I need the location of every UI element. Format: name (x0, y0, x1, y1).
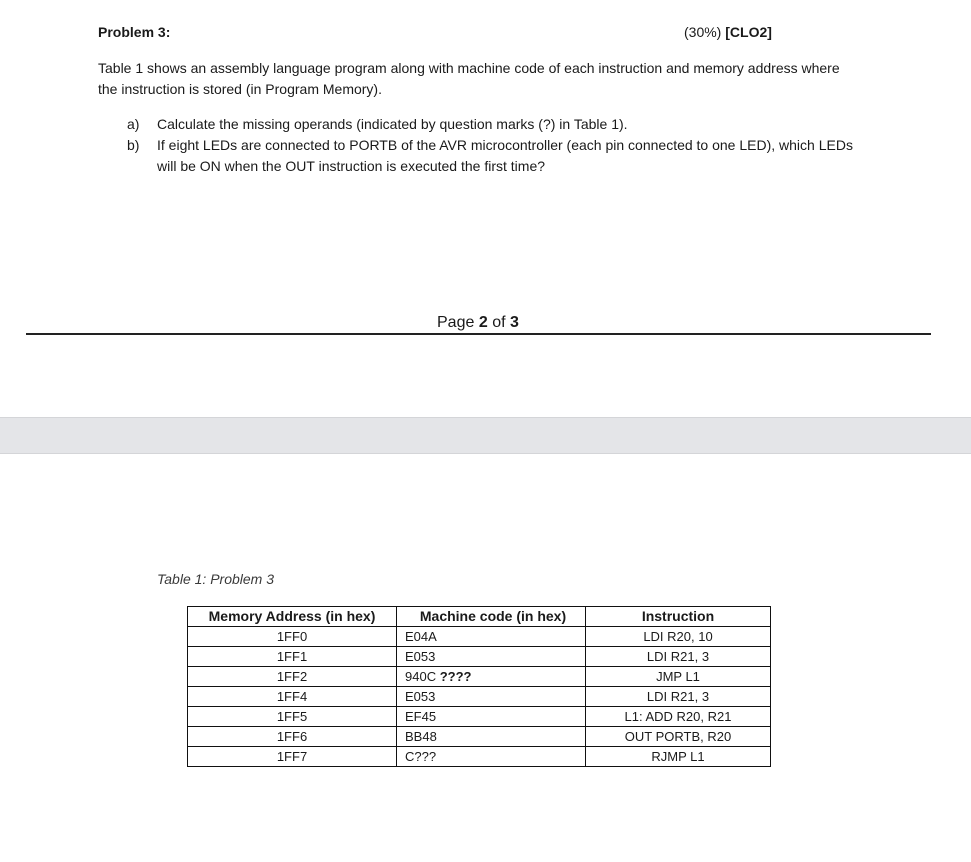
table-row (188, 747, 771, 767)
address-cell: 1FF4 (188, 687, 397, 707)
problem-intro: Table 1 shows an assembly language program along with machine code of each instruction and memory address where the instruction is stored (in Program Memory). (98, 60, 840, 97)
instruction-cell: LDI R20, 10 (586, 627, 771, 647)
page-separator (0, 417, 971, 454)
page-current: 2 (478, 314, 488, 331)
question-a-text: Calculate the missing operands (indicated by question marks (?) in Table 1). (157, 116, 628, 132)
address-cell: 1FF2 (188, 667, 397, 687)
address-cell: 1FF7 (188, 747, 397, 767)
table-row (188, 667, 771, 687)
table-header-row (188, 607, 771, 627)
page-word: Page (437, 314, 475, 331)
table-row (188, 647, 771, 667)
instruction-cell: OUT PORTB, R20 (586, 727, 771, 747)
program-table (187, 606, 771, 767)
machine-code-cell: E04A (397, 627, 586, 647)
instruction-cell: LDI R21, 3 (586, 647, 771, 667)
header-instruction: Instruction (586, 607, 771, 627)
machine-code-cell: E053 (397, 647, 586, 667)
address-cell: 1FF6 (188, 727, 397, 747)
address-cell: 1FF0 (188, 627, 397, 647)
problem-marks (684, 24, 772, 40)
header-machine-code: Machine code (in hex) (397, 607, 586, 627)
missing-operand: ???? (439, 669, 472, 684)
instruction-cell: L1: ADD R20, R21 (586, 707, 771, 727)
machine-code-cell: E053 (397, 687, 586, 707)
footer-rule (26, 333, 931, 335)
machine-code-cell: BB48 (397, 727, 586, 747)
page-total: 3 (509, 314, 519, 331)
address-cell: 1FF1 (188, 647, 397, 667)
machine-code-cell: EF45 (397, 707, 586, 727)
header-memory-address: Memory Address (in hex) (188, 607, 397, 627)
table-row (188, 727, 771, 747)
question-a-letter: a) (127, 116, 140, 132)
machine-code-cell (397, 667, 586, 687)
page-of-word: of (492, 314, 506, 331)
clo-label: [CLO2] (725, 24, 772, 40)
instruction-cell: JMP L1 (586, 667, 771, 687)
address-cell: 1FF5 (188, 707, 397, 727)
marks-percent: (30%) (684, 24, 722, 40)
question-b-letter: b) (127, 137, 140, 153)
machine-code-cell: C??? (397, 747, 586, 767)
instruction-cell: LDI R21, 3 (586, 687, 771, 707)
instruction-cell: RJMP L1 (586, 747, 771, 767)
table-row (188, 707, 771, 727)
table-caption: Table 1: Problem 3 (157, 571, 274, 587)
question-b-text: If eight LEDs are connected to PORTB of the AVR microcontroller (each pin connected to one LED), which LEDs will be ON when the OUT instruction is executed the first time? (157, 137, 853, 174)
problem-title: Problem 3: (98, 24, 171, 40)
machine-code-opcode: 940C (405, 669, 437, 684)
table-row (188, 687, 771, 707)
page-footer (437, 314, 519, 332)
table-row (188, 627, 771, 647)
